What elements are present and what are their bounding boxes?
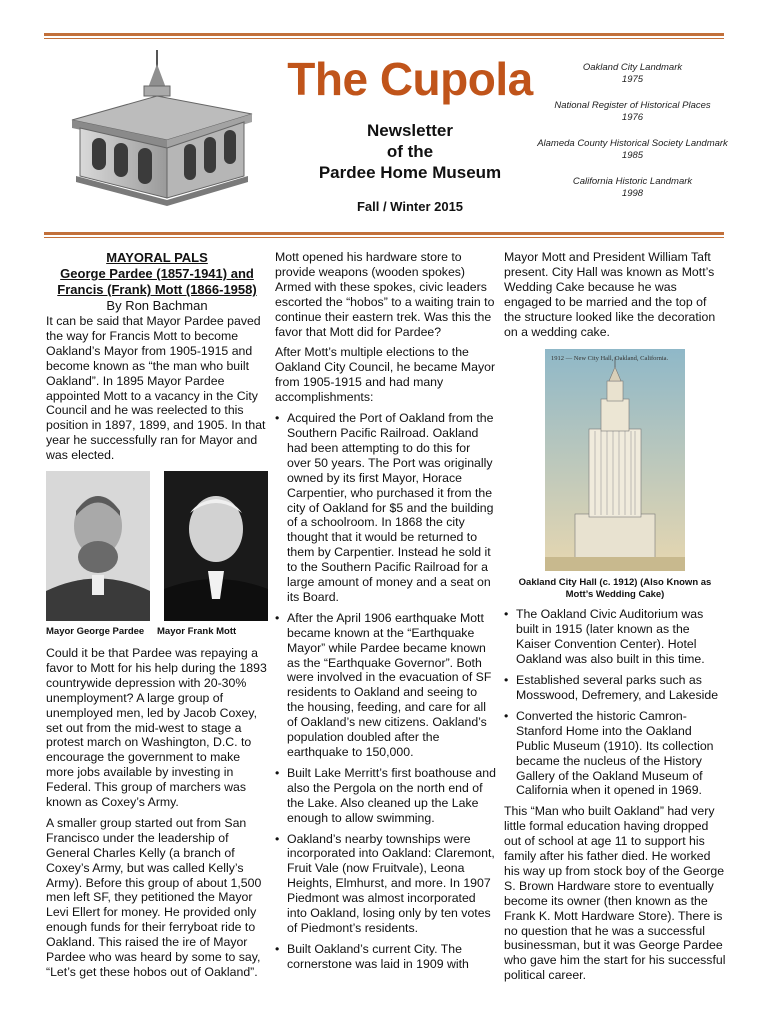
headline-subhead: George Pardee (1857-1941) and [60,266,254,281]
section-rule [44,232,724,235]
city-hall-caption: Oakland City Hall (c. 1912) (Also Known as Mott’s Wedding Cake) [518,577,712,601]
article-column-2 [275,250,497,978]
headline-title: MAYORAL PALS [106,250,208,265]
postcard-caption: 1912 — New City Hall, Oakland, California. [551,355,669,363]
list-item: • Oakland’s nearby townships were incorporated into Oakland: Claremont, Fruit Vale (now Fruitvale), Leona Heights, Elmhurst, and more. In 1907 Piedmont was almost incorporated into Oakland, losing only by ten votes of Piedmont’s residents. [275,832,497,936]
landmark-name: California Historic Landmark [572,176,693,187]
paragraph: This “Man who built Oakland” had very little formal education having dropped out of school at age 11 to support his family after his father died. He worked his way up from stock boy of the George S. Brown Hardware store to eventually become its owner (then known as the Frank K. Mott Hardware Store). There is no question that he was a successful businessman, but it was George Pardee who gave him the start for his successful political career. [504,804,726,983]
newsletter-subtitle [270,120,550,183]
list-item: • Converted the historic Camron-Stanford Home into the Oakland Public Museum (1910). Its collection became the nucleus of the History Gallery of the Oakland Museum of California when it opened in 1969. [504,709,726,798]
masthead [270,52,550,214]
list-item: • Established several parks such as Mosswood, Defremery, and Lakeside [504,673,726,703]
list-item: • The Oakland Civic Auditorium was built in 1915 (later known as the Kaiser Convention Center). Hotel Oakland was also built in this time. [504,607,726,667]
paragraph: It can be said that Mayor Pardee paved the way for Francis Mott to become Oakland’s Mayor from 1905-1915 and become known as “the man who built Oakland”. In 1895 Mayor Pardee appointed Mott to a vacancy in the City Council and he was reelected to this position in 1897, 1899, and 1905. In that year he successfully ran for Mayor and was elected. [46,314,266,463]
landmark-item [530,62,735,86]
caption-mott: Mayor Frank Mott [157,626,237,638]
landmark-year: 1975 [621,74,644,85]
article-column-3 [504,250,726,989]
landmark-year: 1985 [621,150,644,161]
newsletter-title: The Cupola [287,53,533,105]
paragraph: A smaller group started out from San Francisco under the leadership of General Charles Kelly (a branch of Coxey’s Army, but was called Kelly’s Army). Before this group of about 1,500 men left SF, they petitioned the Mayor Levi Ellert for money. He provided only enough funds for their ferryboat ride to Oakland. This raised the ire of Mayor Pardee who was heard by some to say, “Let’s get these hobos out of Oakland”. [46,815,262,979]
portrait-mott [164,471,268,621]
paragraph: After Mott’s multiple elections to the Oakland City Council, he became Mayor from 1905-1915 and had many accomplishments: [275,345,496,405]
landmark-item [530,176,735,200]
landmark-item [530,138,735,162]
list-item: • Acquired the Port of Oakland from the Southern Pacific Railroad. Oakland had been attempting to do this for over 50 years. The Port was originally owned by its first Mayor, Horace Carpentier, who purchased it from the city of Oakland for $5 and the building of a schoolroom. In 1868 the city thought that it would be returned to them by Carpentier. Instead he sold it to the Southern Pacific Railroad for a large amount of money and a seat on its Board. [275,411,497,605]
landmark-item [530,100,735,124]
top-rule [44,33,724,36]
list-item: • Built Lake Merritt’s first boathouse and also the Pergola on the north end of the Lake. Also cleaned up the Lake enough to allow swimming. [275,766,497,826]
byline: By Ron Bachman [106,298,208,313]
list-item: • Built Oakland’s current City. The cornerstone was laid in 1909 with [275,942,497,972]
landmark-name: Oakland City Landmark [582,62,683,73]
portrait-pardee [46,471,150,621]
accomplishments-list [275,411,497,972]
article-headline [46,250,268,314]
landmark-name: National Register of Historical Places [554,100,711,111]
city-hall-postcard [545,349,685,571]
article-column-1 [46,250,268,986]
paragraph: Mayor Mott and President William Taft present. City Hall was known as Mott’s Wedding Cake because he was engaged to be married and the top of the structure looked like the decoration on a wedding cake. [504,250,716,339]
subtitle-line: Pardee Home Museum [318,163,502,182]
subtitle-line: of the [386,142,434,161]
edition-label: Fall / Winter 2015 [356,199,464,214]
list-item: • After the April 1906 earthquake Mott became known at the “Earthquake Mayor” while Pardee became known as the “Earthquake Governor”. Both were involved in the evacuation of SF residents to Oakland and seeing to the housing, feeding, and care for all of Oakland’s new citizens. Oakland’s population doubled after the earthquake to 150,000. [275,611,497,760]
paragraph: Could it be that Pardee was repaying a favor to Mott for his help during the 1893 countrywide depression with 20-30% unemployment? A large group of unemployed men, led by Jacob Coxey, set out from the mid-west to stage a protest march on Washington, D.C. to encourage the government to make more jobs available by investing in Federal. This group of marchers was known as Coxey’s Army. [46,645,267,810]
accomplishments-list-continued [504,607,726,798]
caption-pardee: Mayor George Pardee [46,626,145,638]
portrait-photos [46,471,268,621]
cupola-illustration [52,48,262,208]
section-rule-thin [44,237,724,238]
landmark-list [530,62,735,214]
paragraph: Mott opened his hardware store to provide weapons (wooden spokes) Armed with these spokes, civic leaders escorted the “hobos” to a waiting train to continue their eastern trek. Was this the favor that Mott did for Pardee? [275,250,495,339]
portrait-captions [46,625,268,640]
headline-subhead: Francis (Frank) Mott (1866-1958) [57,282,257,297]
landmark-name: Alameda County Historical Society Landmark [537,138,728,149]
top-rule-thin [44,38,724,39]
landmark-year: 1976 [621,112,644,123]
subtitle-line: Newsletter [367,121,453,140]
landmark-year: 1998 [621,188,644,199]
